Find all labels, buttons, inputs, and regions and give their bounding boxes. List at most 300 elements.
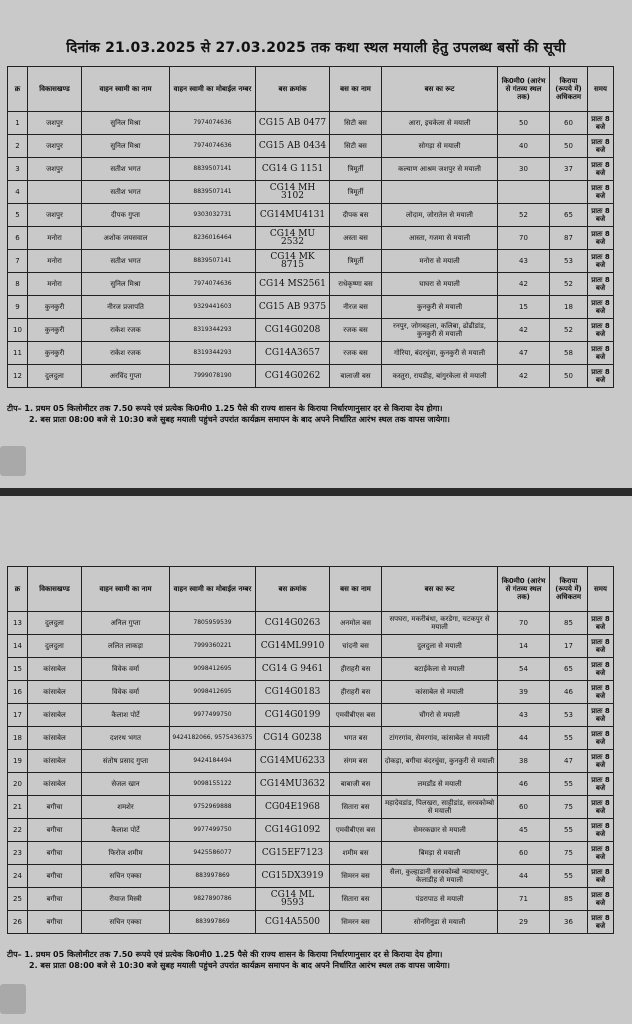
cell-phone: 7974074636: [170, 273, 256, 296]
document-page-2: [0, 496, 632, 1024]
cell-time: प्रातः 8 बजे: [588, 635, 614, 658]
header-phone: वाहन स्वामी का मोबाईल नम्बर: [170, 567, 256, 612]
cell-sno: 15: [8, 658, 28, 681]
cell-sno: 6: [8, 227, 28, 250]
note-return-rule: 2. बस प्रातः 08:00 बजे से 10:30 बजे सुबह मयाली पहुंचने उपरांत कार्यक्रम समापन के बाद अपने निर्धारित आरंभ स्थल तक वापस जायेगा।: [29, 415, 450, 424]
cell-time: प्रातः 8 बजे: [588, 112, 614, 135]
cell-phone: 9424184494: [170, 750, 256, 773]
document-page-1: [0, 0, 632, 488]
cell-route: सोनगिनुडा से मयाली: [382, 911, 498, 934]
cell-bus-name: राधेकृष्णा बस: [330, 273, 382, 296]
cell-owner: सतीश भगत: [82, 158, 170, 181]
cell-block: कांसाबेल: [28, 773, 82, 796]
cell-sno: 5: [8, 204, 28, 227]
table-row: [8, 273, 614, 296]
cell-route: आस्ता, गजमा से मयाली: [382, 227, 498, 250]
header-fare: किराया (रूपये में) अधिकतम: [550, 67, 588, 112]
cell-time: प्रातः 8 बजे: [588, 681, 614, 704]
cell-bus-name: शमीम बस: [330, 842, 382, 865]
cell-time: प्रातः 8 बजे: [588, 319, 614, 342]
table-row: [8, 112, 614, 135]
note-fare-rule: टीप– 1. प्रथम 05 किलोमीटर तक 7.50 रूपये एवं प्रत्येक कि0मी0 1.25 पैसे की राज्य शासन के किराया निर्धारणानुसार दर से किराया देय होगा।: [7, 950, 443, 959]
cell-time: प्रातः 8 बजे: [588, 865, 614, 888]
cell-fare: 60: [550, 112, 588, 135]
cell-fare: 53: [550, 704, 588, 727]
cell-sno: 7: [8, 250, 28, 273]
cell-bus-number: CG14MU4131: [256, 204, 330, 227]
cell-fare: 58: [550, 342, 588, 365]
cell-fare: 46: [550, 681, 588, 704]
cell-block: मनोरा: [28, 227, 82, 250]
cell-owner: नीरज प्रजापति: [82, 296, 170, 319]
cell-fare: 17: [550, 635, 588, 658]
header-route: बस का रूट: [382, 67, 498, 112]
cell-route: कांसाबेल से मयाली: [382, 681, 498, 704]
cell-bus-number: CG14G0208: [256, 319, 330, 342]
cell-owner: सुनिल मिश्रा: [82, 135, 170, 158]
cell-phone: 8839507141: [170, 250, 256, 273]
cell-sno: 17: [8, 704, 28, 727]
cell-time: प्रातः 8 बजे: [588, 365, 614, 388]
cell-route: चौंगरो से मयाली: [382, 704, 498, 727]
cell-bus-number: CG14G1092: [256, 819, 330, 842]
cell-owner: कैलाश पोर्टे: [82, 819, 170, 842]
cell-sno: 26: [8, 911, 28, 934]
table-header-row: [8, 567, 614, 612]
cell-route: घाघरा से मयाली: [382, 273, 498, 296]
table-row: [8, 296, 614, 319]
cell-owner: अशोक जयसवाल: [82, 227, 170, 250]
cell-sno: 18: [8, 727, 28, 750]
cell-sno: 13: [8, 612, 28, 635]
cell-sno: 10: [8, 319, 28, 342]
cell-bus-number: CG14G0263: [256, 612, 330, 635]
cell-fare: 75: [550, 842, 588, 865]
note-fare-rule: टीप– 1. प्रथम 05 किलोमीटर तक 7.50 रूपये एवं प्रत्येक कि0मी0 1.25 पैसे की राज्य शासन के किराया निर्धारणानुसार दर से किराया देय होगा।: [7, 404, 443, 413]
cell-owner: विवेक वर्मा: [82, 681, 170, 704]
bus-list-table-2: [7, 566, 614, 934]
cell-sno: 11: [8, 342, 28, 365]
cell-bus-name: रजक बस: [330, 319, 382, 342]
header-owner: वाहन स्वामी का नाम: [82, 67, 170, 112]
cell-km: 47: [498, 342, 550, 365]
cell-km: 29: [498, 911, 550, 934]
cell-fare: 53: [550, 250, 588, 273]
cell-route: महादेवडांड, पिलखरा, साहीडांड, सरवकोम्बो से मयाली: [382, 796, 498, 819]
table-row: [8, 135, 614, 158]
cell-block: बगीचा: [28, 911, 82, 934]
cell-km: 60: [498, 796, 550, 819]
cell-bus-number: CG14MU6233: [256, 750, 330, 773]
cell-fare: 87: [550, 227, 588, 250]
cell-owner: अनिल गुप्ता: [82, 612, 170, 635]
cell-sno: 19: [8, 750, 28, 773]
cell-owner: सेजल खान: [82, 773, 170, 796]
cell-bus-name: सितारा बस: [330, 796, 382, 819]
cell-km: 70: [498, 612, 550, 635]
cell-bus-number: CG14 MU 2532: [256, 227, 330, 250]
cell-bus-number: CG15 AB 0477: [256, 112, 330, 135]
cell-block: कांसाबेल: [28, 658, 82, 681]
cell-km: 43: [498, 704, 550, 727]
cell-bus-name: नीरज बस: [330, 296, 382, 319]
cell-route: गोरिया, बंदरचुंवा, कुनकुरी से मयाली: [382, 342, 498, 365]
cell-block: मनोरा: [28, 273, 82, 296]
cell-block: दुलदुला: [28, 635, 82, 658]
cell-owner: सचिन एक्का: [82, 911, 170, 934]
cell-km: 40: [498, 135, 550, 158]
cell-owner: विवेक वर्मा: [82, 658, 170, 681]
cell-route: सैला, कुल्हाडानी सरवकोम्बो न्यायाधपुर, केलाडीह से मयाली: [382, 865, 498, 888]
table-row: [8, 704, 614, 727]
header-bus-number: बस क्रमांक: [256, 567, 330, 612]
cell-route: कस्तुरा, रायडीह, बांगुरकेला से मयाली: [382, 365, 498, 388]
cell-km: 42: [498, 319, 550, 342]
cell-time: प्रातः 8 बजे: [588, 612, 614, 635]
cell-owner: सतीश भगत: [82, 250, 170, 273]
cell-fare: 50: [550, 135, 588, 158]
cell-block: जशपुर: [28, 135, 82, 158]
cell-bus-name: चांदनी बस: [330, 635, 382, 658]
cell-fare: 47: [550, 750, 588, 773]
table-header-row: [8, 67, 614, 112]
cell-time: प्रातः 8 बजे: [588, 819, 614, 842]
cell-sno: 14: [8, 635, 28, 658]
cell-fare: 85: [550, 888, 588, 911]
table-row: [8, 365, 614, 388]
header-sno: क्र: [8, 67, 28, 112]
cell-fare: 75: [550, 796, 588, 819]
cell-owner: राकेश रजक: [82, 342, 170, 365]
cell-phone: 9329441603: [170, 296, 256, 319]
header-route: बस का रूट: [382, 567, 498, 612]
cell-fare: 55: [550, 819, 588, 842]
table-row: [8, 750, 614, 773]
cell-time: प्रातः 8 बजे: [588, 342, 614, 365]
cell-phone: 7999360221: [170, 635, 256, 658]
cell-bus-name: अस्ता बस: [330, 227, 382, 250]
cell-owner: अरविंद गुप्ता: [82, 365, 170, 388]
header-fare: किराया (रूपये में) अधिकतम: [550, 567, 588, 612]
cell-km: 43: [498, 250, 550, 273]
cell-phone: 9977499750: [170, 704, 256, 727]
cell-bus-number: CG15 AB 9375: [256, 296, 330, 319]
cell-km: 71: [498, 888, 550, 911]
cell-sno: 9: [8, 296, 28, 319]
cell-km: 44: [498, 865, 550, 888]
cell-block: बगीचा: [28, 819, 82, 842]
table-row: [8, 842, 614, 865]
cell-fare: 52: [550, 273, 588, 296]
cell-bus-number: CG14ML9910: [256, 635, 330, 658]
cell-owner: दीपक गुप्ता: [82, 204, 170, 227]
cell-bus-name: त्रिमूर्ती: [330, 158, 382, 181]
table-row: [8, 319, 614, 342]
cell-block: कुनकुरी: [28, 296, 82, 319]
cell-owner: सुनिल मिश्रा: [82, 273, 170, 296]
cell-fare: 52: [550, 319, 588, 342]
cell-route: टांगरगांव, सेमरगांव, कांसाबेल से मयाली: [382, 727, 498, 750]
notes-2: [7, 949, 617, 971]
cell-km: 30: [498, 158, 550, 181]
cell-time: प्रातः 8 बजे: [588, 842, 614, 865]
cell-km: [498, 181, 550, 204]
table-row: [8, 727, 614, 750]
table-row: [8, 911, 614, 934]
header-sno: क्र: [8, 567, 28, 612]
cell-bus-number: CG14A3657: [256, 342, 330, 365]
cell-bus-name: भगत बस: [330, 727, 382, 750]
table-row: [8, 819, 614, 842]
cell-owner: सतीश भगत: [82, 181, 170, 204]
table-row: [8, 635, 614, 658]
cell-sno: 21: [8, 796, 28, 819]
cell-owner: कैलाश पोर्टे: [82, 704, 170, 727]
table-row: [8, 796, 614, 819]
cell-bus-number: CG14 MH 3102: [256, 181, 330, 204]
cell-owner: संतोष प्रसाद गुप्ता: [82, 750, 170, 773]
note-return-rule: 2. बस प्रातः 08:00 बजे से 10:30 बजे सुबह मयाली पहुंचने उपरांत कार्यक्रम समापन के बाद अपने निर्धारित आरंभ स्थल तक वापस जायेगा।: [29, 961, 450, 970]
notes-1: [7, 403, 617, 425]
page-title: दिनांक 21.03.2025 से 27.03.2025 तक कथा स्थल मयाली हेतु उपलब्ध बसों की सूची: [66, 40, 566, 56]
cell-sno: 4: [8, 181, 28, 204]
cell-bus-number: CG14 MK 8715: [256, 250, 330, 273]
cell-phone: 7974074636: [170, 135, 256, 158]
cell-bus-number: CG15 AB 0434: [256, 135, 330, 158]
cell-km: 50: [498, 112, 550, 135]
cell-fare: 65: [550, 658, 588, 681]
cell-km: 38: [498, 750, 550, 773]
cell-sno: 12: [8, 365, 28, 388]
cell-time: प्रातः 8 बजे: [588, 181, 614, 204]
header-block: विकासखण्ड: [28, 67, 82, 112]
cell-sno: 25: [8, 888, 28, 911]
cell-bus-name: बाबाजी बस: [330, 773, 382, 796]
cell-km: 60: [498, 842, 550, 865]
page-scroll-handle[interactable]: [0, 446, 26, 476]
cell-bus-name: एमवीबीएस बस: [330, 704, 382, 727]
cell-time: प्रातः 8 बजे: [588, 250, 614, 273]
cell-fare: 55: [550, 773, 588, 796]
cell-km: 42: [498, 365, 550, 388]
page-divider: [0, 488, 632, 496]
cell-bus-name: हीराहरी बस: [330, 681, 382, 704]
cell-route: कुनकुरी से मयाली: [382, 296, 498, 319]
cell-phone: 7999078190: [170, 365, 256, 388]
cell-bus-number: CG14G0199: [256, 704, 330, 727]
cell-time: प्रातः 8 बजे: [588, 750, 614, 773]
table-row: [8, 681, 614, 704]
cell-phone: 8839507141: [170, 158, 256, 181]
cell-bus-number: CG15DX3919: [256, 865, 330, 888]
cell-km: 45: [498, 819, 550, 842]
cell-bus-name: त्रिमूर्ती: [330, 181, 382, 204]
cell-time: प्रातः 8 बजे: [588, 911, 614, 934]
cell-fare: 55: [550, 865, 588, 888]
header-owner: वाहन स्वामी का नाम: [82, 567, 170, 612]
cell-bus-name: बालाजी बस: [330, 365, 382, 388]
cell-time: प्रातः 8 बजे: [588, 704, 614, 727]
table-row: [8, 204, 614, 227]
cell-fare: 50: [550, 365, 588, 388]
cell-bus-number: CG14MU3632: [256, 773, 330, 796]
cell-bus-number: CG15EF7123: [256, 842, 330, 865]
cell-block: कुनकुरी: [28, 342, 82, 365]
cell-km: 14: [498, 635, 550, 658]
cell-bus-name: सिमरन बस: [330, 911, 382, 934]
cell-block: [28, 181, 82, 204]
cell-block: जशपुर: [28, 158, 82, 181]
cell-phone: 9752969888: [170, 796, 256, 819]
cell-time: प्रातः 8 बजे: [588, 135, 614, 158]
header-km: कि0मी0 (आरंभ से गंतव्य स्थल तक): [498, 567, 550, 612]
cell-block: दुलदुला: [28, 612, 82, 635]
cell-bus-number: CG14A5500: [256, 911, 330, 934]
cell-route: रनपुर, जोगबहला, कलिबा, ढोढीडांड, कुनकुरी से मयाली: [382, 319, 498, 342]
cell-sno: 8: [8, 273, 28, 296]
cell-block: कांसाबेल: [28, 681, 82, 704]
cell-route: आरा, इचकेला से मयाली: [382, 112, 498, 135]
cell-phone: 9977499750: [170, 819, 256, 842]
cell-km: 15: [498, 296, 550, 319]
cell-sno: 1: [8, 112, 28, 135]
cell-route: लमडाँड से मयाली: [382, 773, 498, 796]
cell-owner: सचिन एक्का: [82, 865, 170, 888]
cell-bus-name: दीपक बस: [330, 204, 382, 227]
cell-phone: 9098412695: [170, 681, 256, 704]
cell-km: 70: [498, 227, 550, 250]
cell-time: प्रातः 8 बजे: [588, 658, 614, 681]
cell-owner: फिरोज शमीम: [82, 842, 170, 865]
cell-route: सपघरा, मकरीबंधा, करडेगा, चटकपुर से मयाली: [382, 612, 498, 635]
header-bus-name: बस का नाम: [330, 67, 382, 112]
cell-time: प्रातः 8 बजे: [588, 773, 614, 796]
cell-time: प्रातः 8 बजे: [588, 158, 614, 181]
cell-sno: 20: [8, 773, 28, 796]
cell-block: बगीचा: [28, 842, 82, 865]
table-row: [8, 342, 614, 365]
cell-bus-name: संगम बस: [330, 750, 382, 773]
cell-time: प्रातः 8 बजे: [588, 796, 614, 819]
page-scroll-handle[interactable]: [0, 984, 26, 1014]
cell-bus-name: सिटी बस: [330, 112, 382, 135]
cell-sno: 3: [8, 158, 28, 181]
cell-fare: 85: [550, 612, 588, 635]
cell-route: मनोरा से मयाली: [382, 250, 498, 273]
cell-phone: 883997869: [170, 911, 256, 934]
cell-bus-number: CG14 MS2561: [256, 273, 330, 296]
cell-phone: 9098412695: [170, 658, 256, 681]
cell-phone: 7805959539: [170, 612, 256, 635]
cell-route: बटाईकेला से मयाली: [382, 658, 498, 681]
header-bus-name: बस का नाम: [330, 567, 382, 612]
cell-block: कांसाबेल: [28, 727, 82, 750]
cell-bus-number: CG14 ML 9593: [256, 888, 330, 911]
cell-phone: 9098155122: [170, 773, 256, 796]
cell-km: 54: [498, 658, 550, 681]
cell-phone: 9303032731: [170, 204, 256, 227]
cell-route: लोदाम, जोरातेल से मयाली: [382, 204, 498, 227]
cell-time: प्रातः 8 बजे: [588, 296, 614, 319]
table-row: [8, 865, 614, 888]
cell-sno: 16: [8, 681, 28, 704]
cell-block: कुनकुरी: [28, 319, 82, 342]
cell-block: बगीचा: [28, 888, 82, 911]
cell-owner: राकेश रजक: [82, 319, 170, 342]
header-time: समय: [588, 67, 614, 112]
cell-owner: सुनिल मिश्रा: [82, 112, 170, 135]
header-km: कि0मी0 (आरंभ से गंतव्य स्थल तक): [498, 67, 550, 112]
cell-block: जशपुर: [28, 204, 82, 227]
cell-sno: 22: [8, 819, 28, 842]
cell-bus-name: सिमरन बस: [330, 865, 382, 888]
cell-phone: 8319344293: [170, 342, 256, 365]
cell-fare: 18: [550, 296, 588, 319]
table-row: [8, 888, 614, 911]
cell-route: दुलदुला से मयाली: [382, 635, 498, 658]
table-row: [8, 250, 614, 273]
cell-phone: 8319344293: [170, 319, 256, 342]
header-block: विकासखण्ड: [28, 567, 82, 612]
cell-sno: 2: [8, 135, 28, 158]
cell-route: दोकड़ा, बगीचा बंदरचुंवा, कुनकुरी से मयाली: [382, 750, 498, 773]
cell-phone: 9425586077: [170, 842, 256, 865]
cell-bus-name: एमवीबीएस बस: [330, 819, 382, 842]
cell-time: प्रातः 8 बजे: [588, 227, 614, 250]
cell-route: [382, 181, 498, 204]
table-row: [8, 181, 614, 204]
cell-phone: 9424182066, 9575436375: [170, 727, 256, 750]
cell-fare: [550, 181, 588, 204]
cell-time: प्रातः 8 बजे: [588, 204, 614, 227]
cell-sno: 23: [8, 842, 28, 865]
cell-owner: शमशेर: [82, 796, 170, 819]
header-time: समय: [588, 567, 614, 612]
cell-block: बगीचा: [28, 796, 82, 819]
cell-block: मनोरा: [28, 250, 82, 273]
table-row: [8, 227, 614, 250]
cell-route: कल्याण आश्रम जशपुर से मयाली: [382, 158, 498, 181]
cell-bus-name: अनमोल बस: [330, 612, 382, 635]
cell-km: 46: [498, 773, 550, 796]
cell-km: 44: [498, 727, 550, 750]
table-row: [8, 773, 614, 796]
cell-bus-number: CG14 G 1151: [256, 158, 330, 181]
cell-owner: ललित लाकड़ा: [82, 635, 170, 658]
cell-block: दुलदुला: [28, 365, 82, 388]
cell-sno: 24: [8, 865, 28, 888]
table-row: [8, 158, 614, 181]
cell-bus-number: CG14 G 9461: [256, 658, 330, 681]
cell-fare: 65: [550, 204, 588, 227]
cell-block: कांसाबेल: [28, 704, 82, 727]
cell-time: प्रातः 8 बजे: [588, 888, 614, 911]
cell-bus-name: सिटी बस: [330, 135, 382, 158]
cell-bus-name: हीराहरी बस: [330, 658, 382, 681]
cell-route: पंडरापाठ से मयाली: [382, 888, 498, 911]
cell-time: प्रातः 8 बजे: [588, 273, 614, 296]
cell-fare: 55: [550, 727, 588, 750]
cell-bus-number: CG14G0262: [256, 365, 330, 388]
cell-bus-name: त्रिमूर्ती: [330, 250, 382, 273]
table-row: [8, 612, 614, 635]
cell-bus-name: सितारा बस: [330, 888, 382, 911]
cell-bus-number: CG04E1968: [256, 796, 330, 819]
cell-phone: 7974074636: [170, 112, 256, 135]
cell-km: 39: [498, 681, 550, 704]
cell-phone: 883997869: [170, 865, 256, 888]
cell-phone: 8839507141: [170, 181, 256, 204]
